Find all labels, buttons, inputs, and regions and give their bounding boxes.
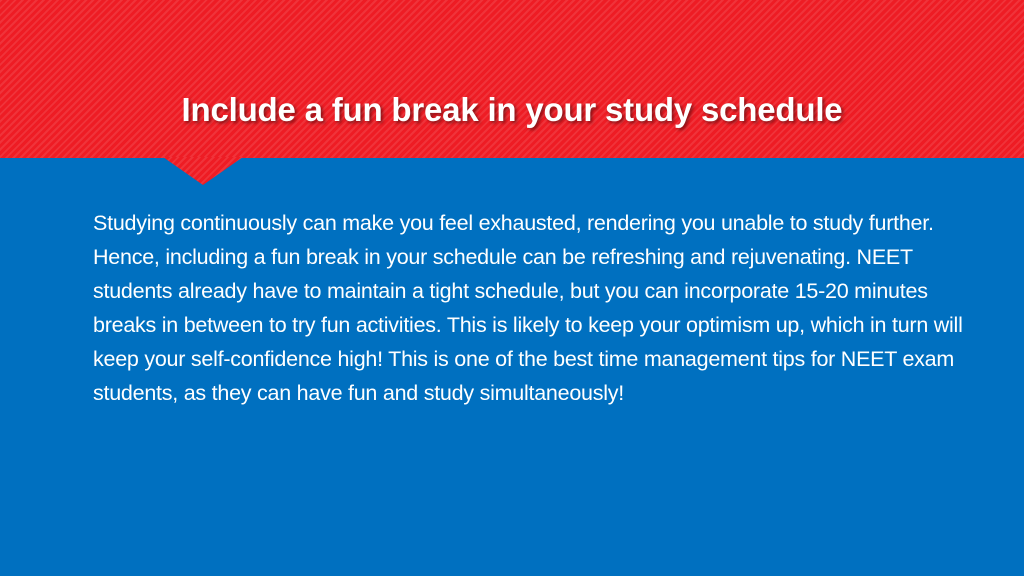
slide-title: Include a fun break in your study schedule bbox=[181, 91, 843, 128]
slide-body-text: Studying continuously can make you feel exhausted, rendering you unable to study further. Hence, including a fun break in your schedule can be refreshing and rejuvenating. NEET students already have to maintain a tight schedule, but you can incorporate 15-20 minutes breaks in between to try fun activities. This is likely to keep your optimism up, which in turn will keep your self-confidence high! This is one of the best time management tips for NEET exam students, as they can have fun and study simultaneously! bbox=[93, 211, 963, 405]
header-banner bbox=[0, 0, 1024, 158]
header-pointer bbox=[163, 157, 243, 185]
